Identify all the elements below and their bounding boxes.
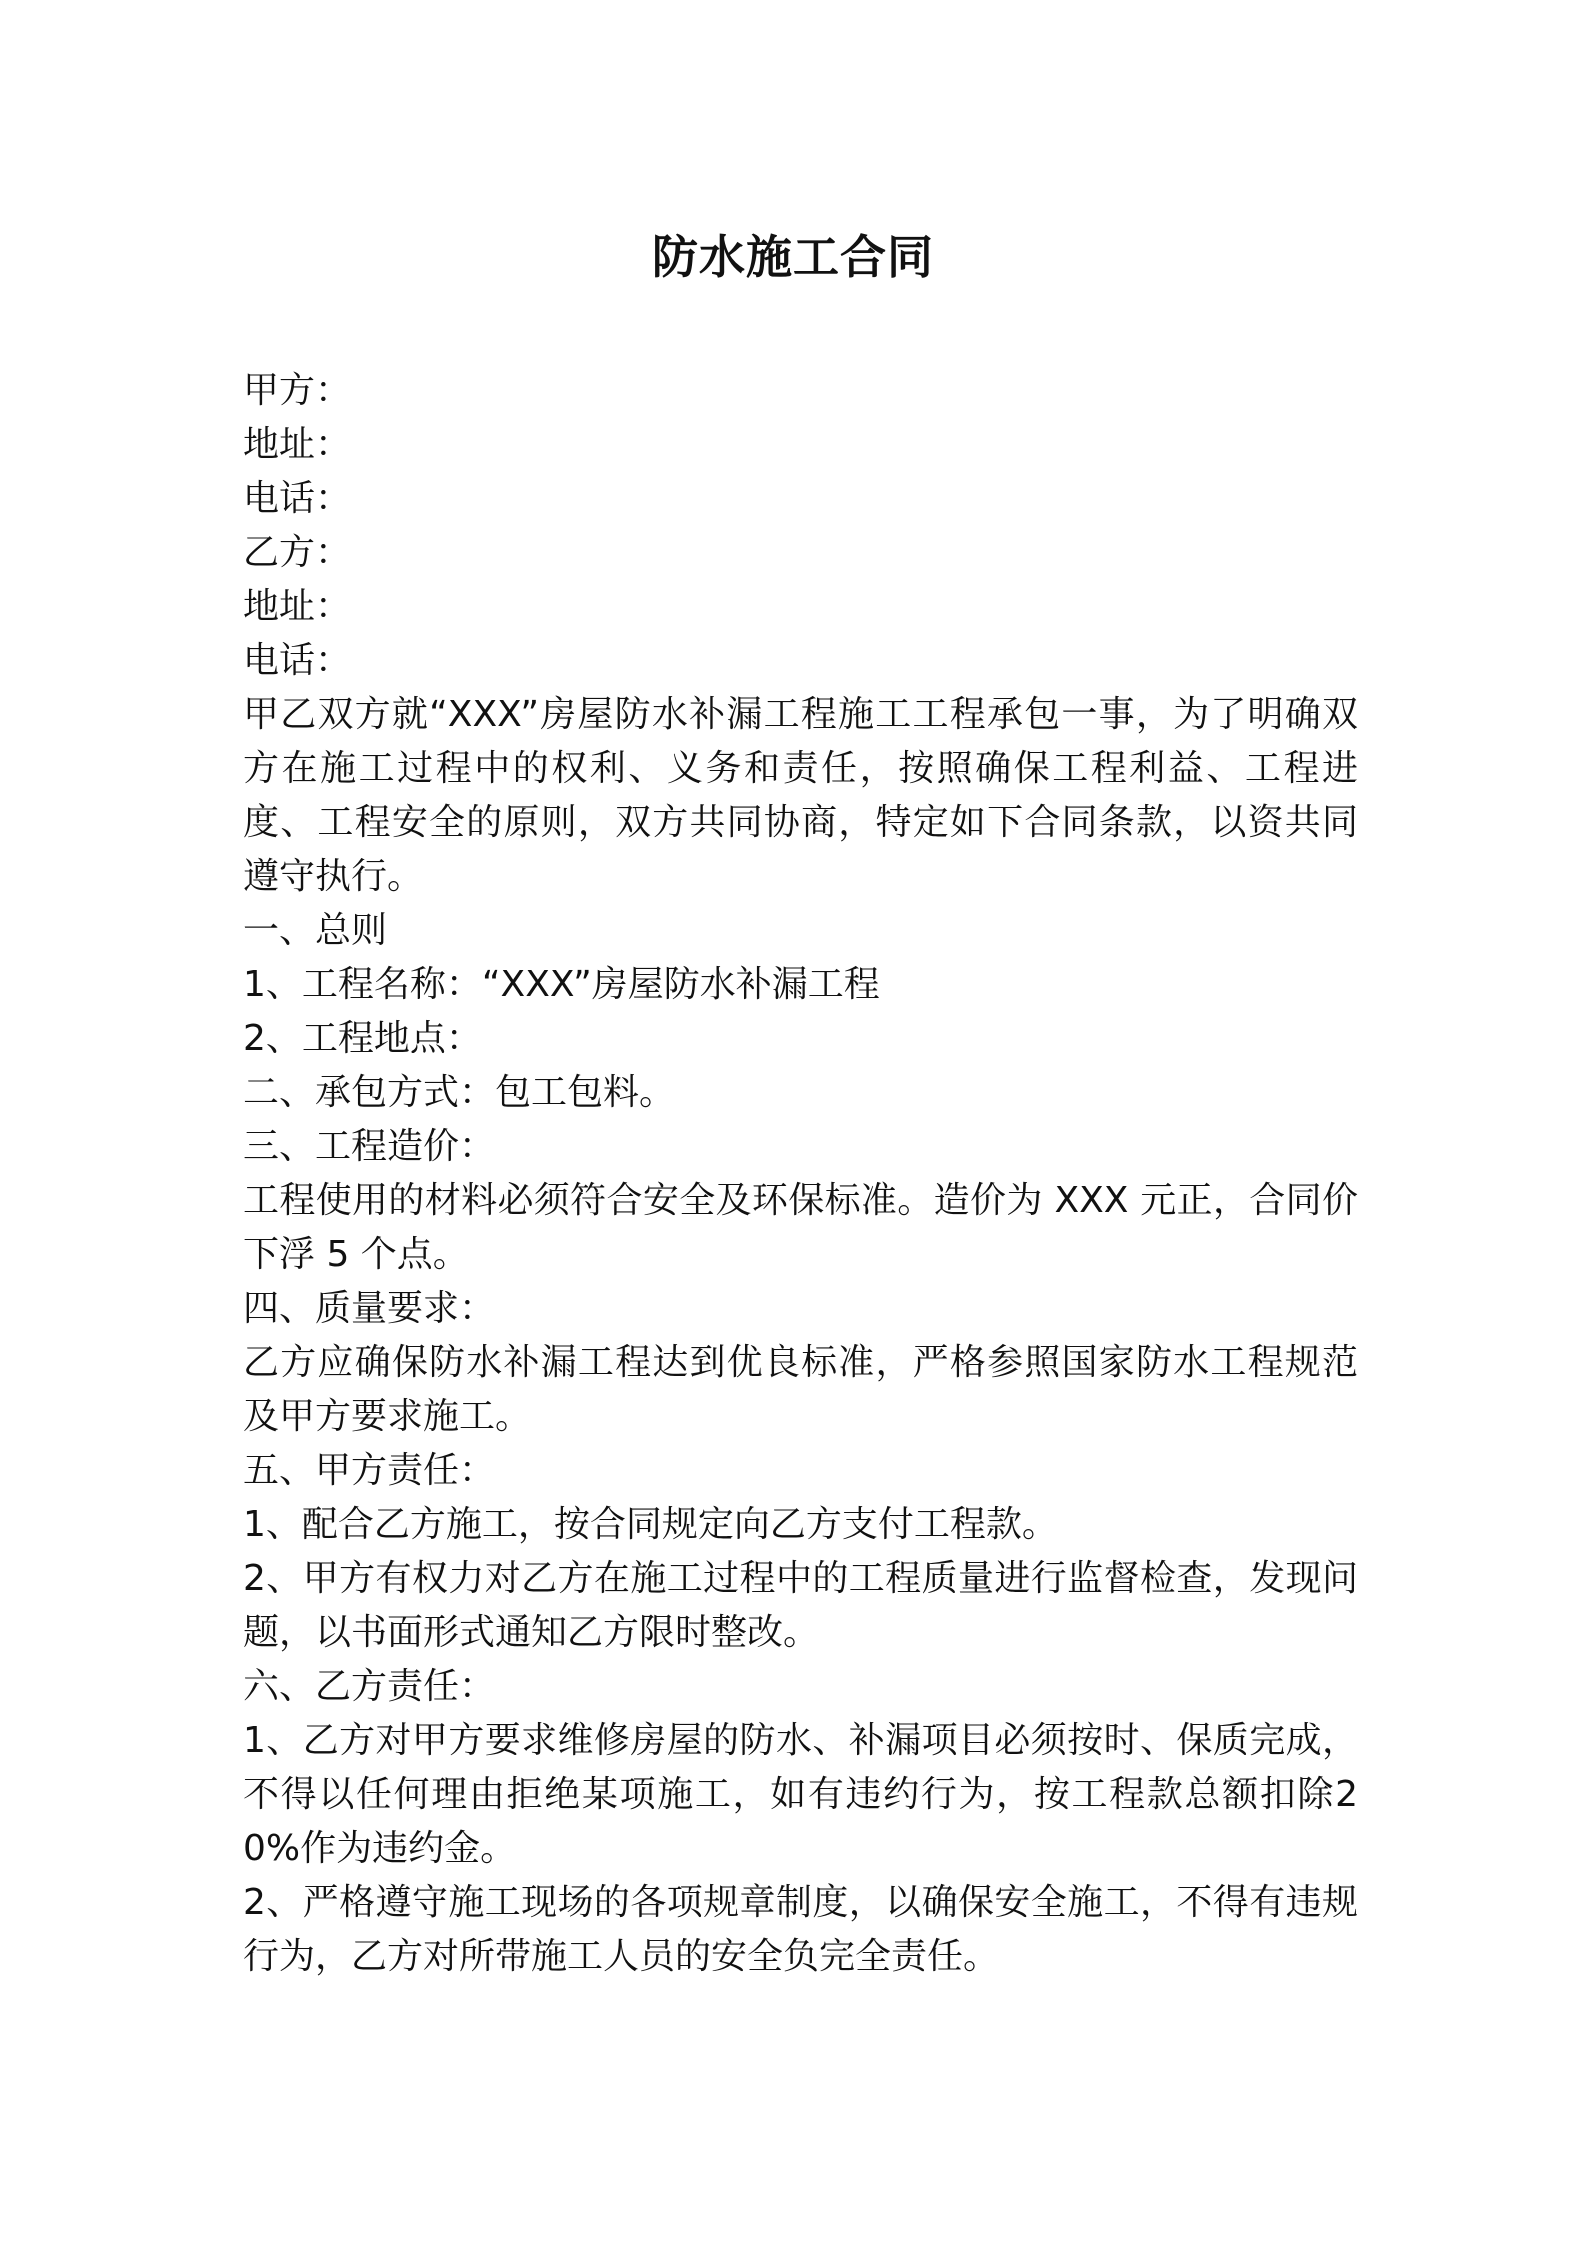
section-2-heading: 二、承包方式：包工包料。 (243, 1072, 676, 1113)
section-5-heading: 五、甲方责任： (243, 1450, 496, 1491)
section-6-item-1: 1、乙方对甲方要求维修房屋的防水、补漏项目必须按时、保质完成，不得以任何理由拒绝某项施工，如有违约行为，按工程款总额扣除20%作为违约金。 (243, 1720, 1358, 1869)
party-b-address-label: 地址： (243, 586, 352, 627)
section-1-item-2: 2、工程地点： (243, 1018, 482, 1059)
party-a-phone-label: 电话： (243, 478, 352, 519)
section-1-item-1: 1、工程名称：“XXX”房屋防水补漏工程 (243, 964, 880, 1005)
party-a-address-label: 地址： (243, 424, 352, 465)
intro-paragraph: 甲乙双方就“XXX”房屋防水补漏工程施工工程承包一事，为了明确双方在施工过程中的权利、义务和责任，按照确保工程利益、工程进度、工程安全的原则，双方共同协商，特定如下合同条款，以资共同遵守执行。 (243, 694, 1358, 897)
section-4-heading: 四、质量要求： (243, 1288, 496, 1329)
section-6-item-2: 2、严格遵守施工现场的各项规章制度，以确保安全施工，不得有违规行为，乙方对所带施工人员的安全负完全责任。 (243, 1882, 1358, 1977)
section-5-item-1: 1、配合乙方施工，按合同规定向乙方支付工程款。 (243, 1504, 1058, 1545)
section-6-heading: 六、乙方责任： (243, 1666, 496, 1707)
document-title: 防水施工合同 (652, 230, 934, 284)
section-3-heading: 三、工程造价： (243, 1126, 496, 1167)
section-3-paragraph: 工程使用的材料必须符合安全及环保标准。造价为 XXX 元正，合同价下浮 5 个点。 (243, 1180, 1358, 1275)
section-5-item-2: 2、甲方有权力对乙方在施工过程中的工程质量进行监督检查，发现问题，以书面形式通知乙方限时整改。 (243, 1558, 1358, 1653)
document-body (243, 364, 1358, 1984)
party-a-label: 甲方： (243, 370, 352, 411)
party-b-label: 乙方： (243, 532, 352, 573)
section-4-paragraph: 乙方应确保防水补漏工程达到优良标准，严格参照国家防水工程规范及甲方要求施工。 (243, 1342, 1358, 1437)
section-1-heading: 一、总则 (243, 910, 388, 951)
party-b-phone-label: 电话： (243, 640, 352, 681)
